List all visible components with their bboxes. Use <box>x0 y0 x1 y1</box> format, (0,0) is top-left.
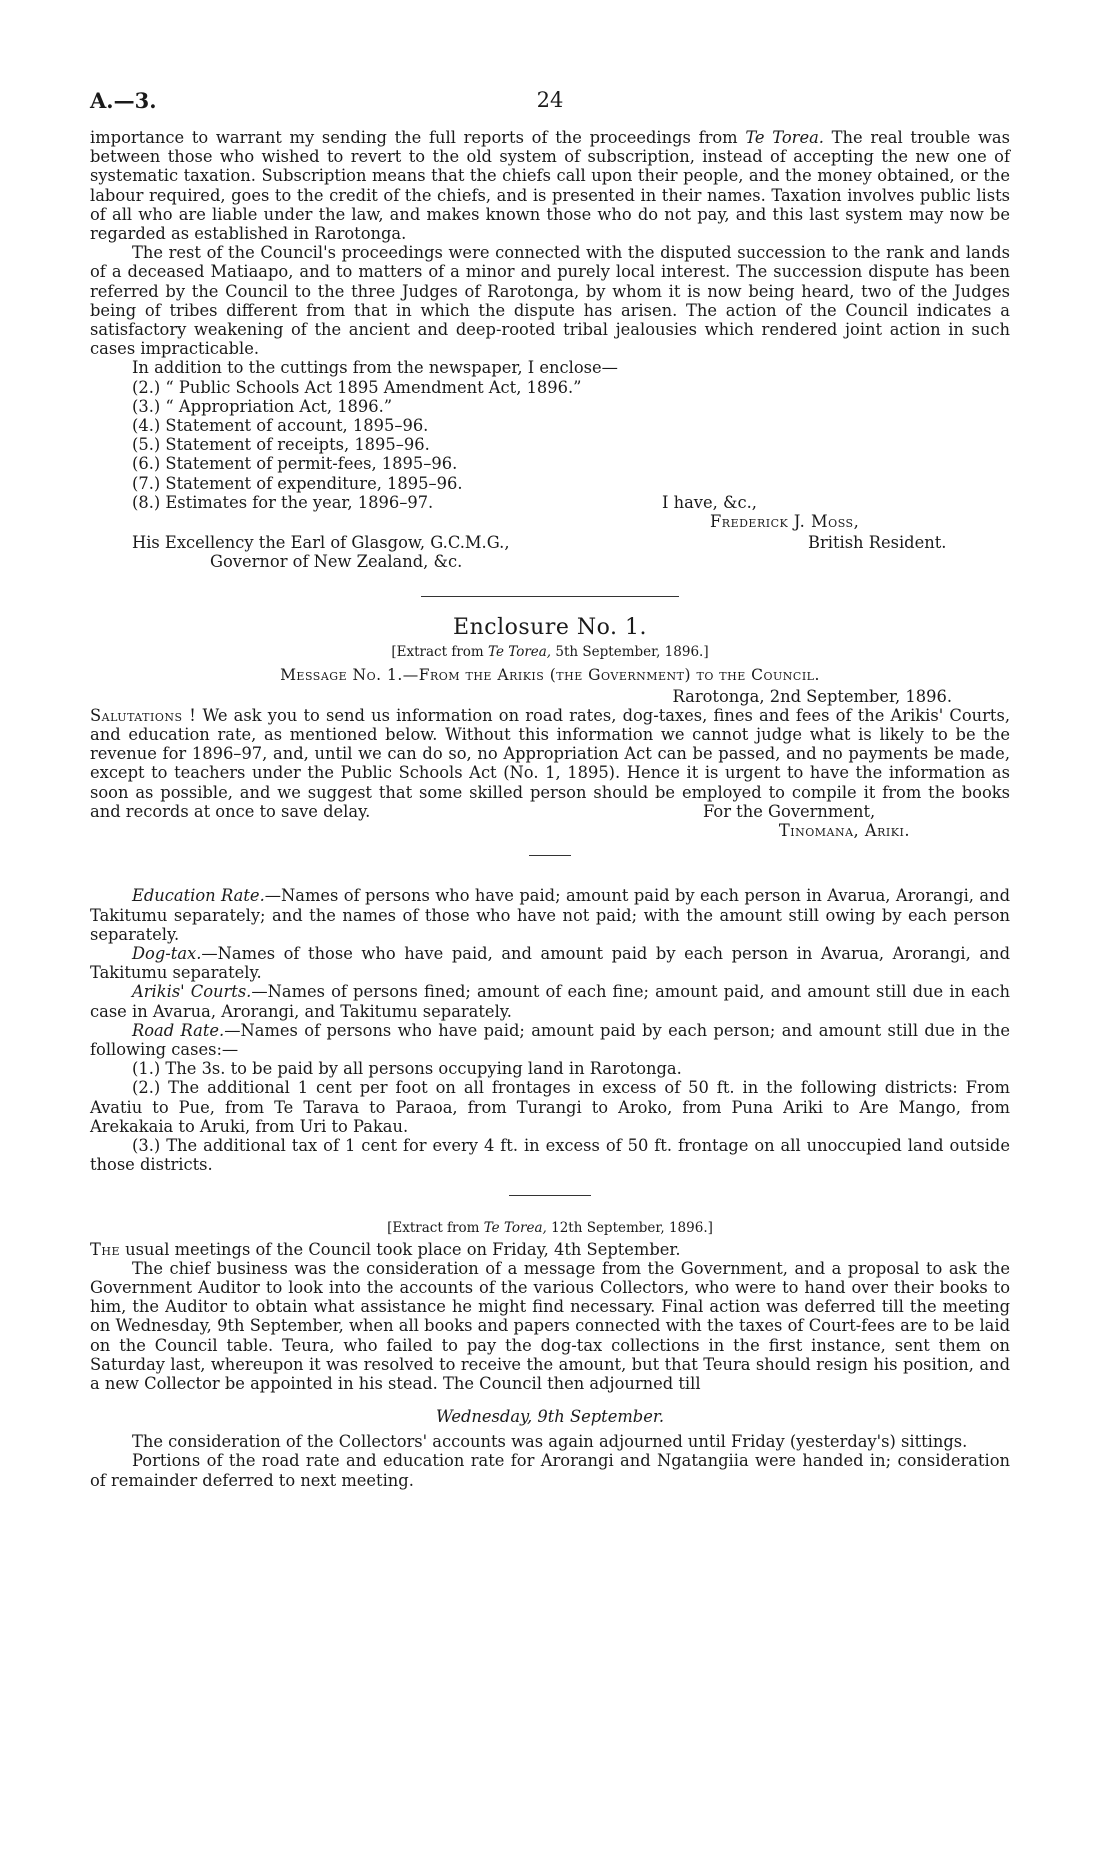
meetings-paragraph: The usual meetings of the Council took place on Friday, 4th September. <box>90 1239 681 1259</box>
signer-name: Frederick J. Moss, <box>710 512 860 532</box>
section-divider <box>421 596 679 597</box>
enclosure-list <box>132 378 1010 512</box>
chief-business-paragraph: The chief business was the consideration of a message from the Government, and a proposal to ask the Government Auditor to look into the accounts of the various Collectors, who were to hand over their books to him, the Auditor to obtain what assistance he might find necessary. Final action was deferred till the meeting on Wednesday, 9th September, when all books and papers connected with the taxes of Court-fees are to be laid on the Council table. Teura, who failed to pay the dog-tax collections in the first instance, sent them on Saturday last, whereupon it was resolved to receive the amount, but that Teura should resign his position, and a new Collector be appointed in his stead. The Council then adjourned till <box>90 1258 1010 1393</box>
document-page <box>90 88 1010 1490</box>
enclosure-title: Enclosure No. 1. <box>453 614 647 640</box>
arikis-courts-paragraph: Arikis' Courts.—Names of persons fined; amount of each fine; amount paid, and amount still due in each case in Avarua, Arorangi, and Takitumu separately. <box>90 982 1010 1021</box>
list-item: (6.) Statement of permit-fees, 1895–96. <box>132 454 458 474</box>
letter-paragraph-1: importance to warrant my sending the full reports of the proceedings from Te Torea. The real trouble was between those who wished to revert to the old system of subscription, instead of accepting the new one of systematic taxation. Subscription means that the chiefs call upon their people, and the money obtained, or the labour required, goes to the credit of the chiefs, and is presented in their names. Taxation involves public lists of all who are liable under the law, and makes known those who do not pay, and this last system may now be regarded as established in Rarotonga. <box>90 128 1010 244</box>
collectors-paragraph: The consideration of the Collectors' accounts was again adjourned until Friday (yesterday's) sittings. <box>132 1432 968 1452</box>
road-rate-paragraph: Road Rate.—Names of persons who have paid; amount paid by each person; and amount still due in the following cases:— <box>90 1020 1010 1060</box>
education-rate-paragraph: Education Rate.—Names of persons who have paid; amount paid by each person in Avarua, Arorangi, and Takitumu separately; and the names of those who have not paid; with the amount still owing by each person separately. <box>90 886 1010 944</box>
message-heading: Message No. 1.—From the Arikis (the Government) to the Council. <box>280 665 820 684</box>
road-rate-case-1: (1.) The 3s. to be paid by all persons occupying land in Rarotonga. <box>132 1059 682 1079</box>
road-rate-case-3: (3.) The additional tax of 1 cent for every 4 ft. in excess of 50 ft. frontage on all unoccupied land outside those districts. <box>90 1136 1010 1175</box>
message-signatory: Tinomana, Ariki. <box>778 821 910 841</box>
salutation: Salutations ! <box>90 705 197 725</box>
portions-paragraph: Portions of the road rate and education rate for Arorangi and Ngatangiia were handed in; consideration of remainder deferred to next meeting. <box>90 1451 1010 1490</box>
signature-block <box>90 512 1010 531</box>
dog-tax-paragraph: Dog-tax.—Names of those who have paid, and amount paid by each person in Avarua, Arorangi, and Takitumu separately. <box>90 944 1010 983</box>
wednesday-heading: Wednesday, 9th September. <box>435 1407 665 1427</box>
letter-paragraph-2: The rest of the Council's proceedings were connected with the disputed succession to the rank and lands of a deceased Matiaapo, and to matters of a minor and purely local interest. The succession dispute has been referred by the Council to the three Judges of Rarotonga, by whom it is now being heard, two of the Judges being of tribes different from that in which the dispute has arisen. The action of the Council indicates a satisfactory weakening of the ancient and deep-rooted tribal jealousies which rendered joint action in such cases impracticable. <box>90 243 1010 359</box>
list-item: (5.) Statement of receipts, 1895–96. <box>132 435 430 455</box>
list-item: (7.) Statement of expenditure, 1895–96. <box>132 473 463 493</box>
signer-title: British Resident. <box>808 533 947 553</box>
addressee-line-1: His Excellency the Earl of Glasgow, G.C.M.G., <box>132 533 510 553</box>
page-number: 24 <box>536 88 564 112</box>
message-body: Salutations ! We ask you to send us information on road rates, dog-taxes, fines and fees of the Arikis' Courts, and education rate, as mentioned below. Without this information we cannot judge what is likely to be the revenue for 1896–97, and, until we can do so, no Appropriation Act can be passed, and no payments be made, except to teachers under the Public Schools Act (No. 1, 1895). Hence it is urgent to have the information as soon as possible, and we suggest that some skilled person should be employed to compile it from the books and records at once to save delay. <box>90 705 1010 821</box>
list-item: (4.) Statement of account, 1895–96. <box>132 416 429 436</box>
page-header <box>90 88 1010 128</box>
addressee-row <box>90 552 1010 571</box>
for-government: For the Government, <box>703 801 876 821</box>
road-rate-case-2: (2.) The additional 1 cent per foot on all frontages in excess of 50 ft. in the following districts: From Avatiu to Pue, from Te Tarava to Paraoa, from Turangi to Aroko, from Puna Ariki to Are Mango, from Arekakaia to Aruki, from Uri to Pakau. <box>90 1078 1010 1136</box>
newspaper-name: Te Torea. <box>745 128 824 147</box>
list-item: (2.) “ Public Schools Act 1895 Amendment Act, 1896.” <box>132 377 582 397</box>
addressee-line-2: Governor of New Zealand, &c. <box>210 552 463 572</box>
list-item: (8.) Estimates for the year, 1896–97. I have, &c., <box>132 492 757 512</box>
list-item: (3.) “ Appropriation Act, 1896.” <box>132 396 393 416</box>
signature-row <box>90 533 1010 552</box>
place-date: Rarotonga, 2nd September, 1896. <box>672 686 952 706</box>
document-reference: A.—3. <box>90 88 157 113</box>
letter-paragraph-3: In addition to the cuttings from the newspaper, I enclose— <box>132 358 618 378</box>
extract-source-1: [Extract from Te Torea, 5th September, 1896.] <box>391 643 709 660</box>
section-divider <box>509 1195 591 1196</box>
letter-closing: I have, &c., <box>662 492 757 512</box>
extract-source-2: [Extract from Te Torea, 12th September, 1896.] <box>387 1219 713 1236</box>
